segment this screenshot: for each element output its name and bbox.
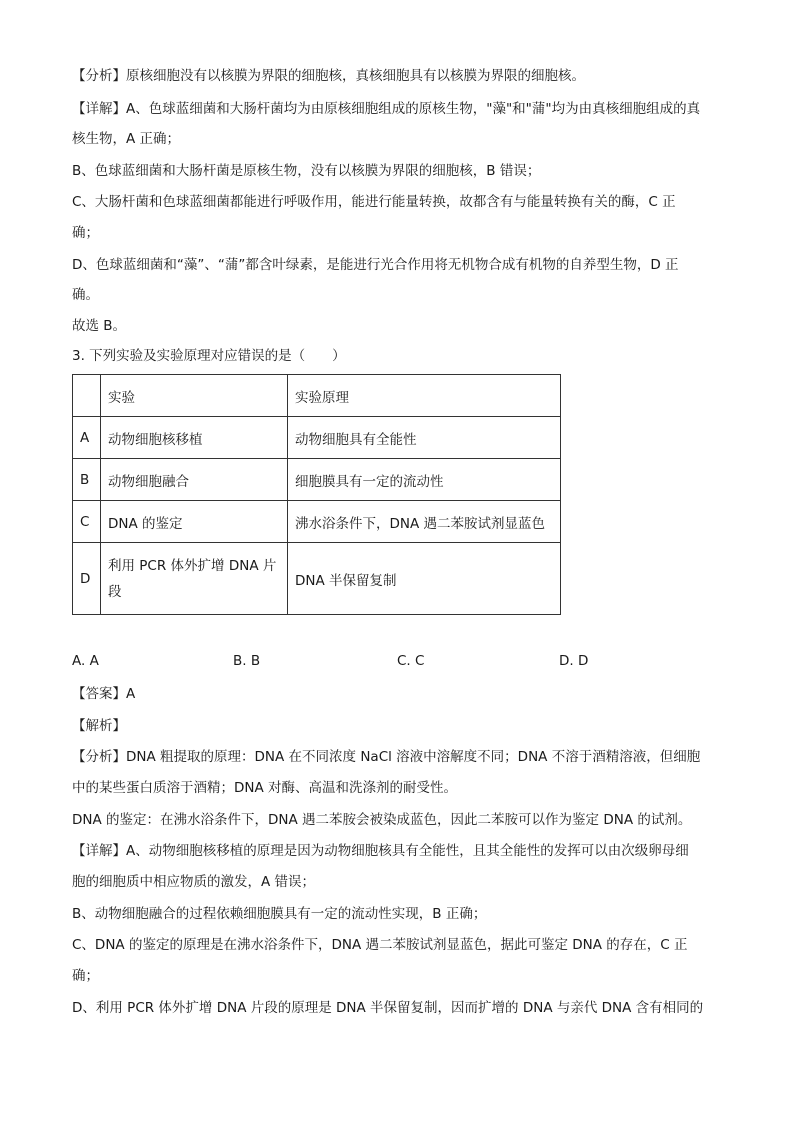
detail-d-line-1: D、利用 PCR 体外扩增 DNA 片段的原理是 DNA 半保留复制，因而扩增的 DNA 与亲代 DNA 含有相同的 <box>72 1000 704 1016</box>
analysis-line-1 <box>72 747 700 767</box>
answer-value: A <box>126 686 136 702</box>
row-experiment: DNA 的鉴定 <box>101 501 288 543</box>
answer-label: 【答案】 <box>72 686 126 702</box>
detail-a-line-1 <box>72 841 689 861</box>
prev-option-c-line-1: C、大肠杆菌和色球蓝细菌都能进行呼吸作用，能进行能量转换，故都含有与能量转换有关的酶，C 正 <box>72 194 676 210</box>
detail-text: A、动物细胞核移植的原理是因为动物细胞核具有全能性，且其全能性的发挥可以由次级卵母细 <box>126 843 689 859</box>
table-header-cell: 实验原理 <box>288 375 561 417</box>
answer-line <box>72 684 135 704</box>
prev-analysis-line <box>72 66 585 86</box>
table-header-row <box>73 375 561 417</box>
table-row <box>73 543 561 615</box>
detail-text: A、色球蓝细菌和大肠杆菌均为由原核细胞组成的原核生物，"藻"和"蒲"均为由真核细胞组成的真 <box>126 101 701 117</box>
row-principle: DNA 半保留复制 <box>288 543 561 615</box>
option-a: A. A <box>72 653 99 669</box>
row-experiment-line: 段 <box>108 583 122 600</box>
prev-option-c-line-2: 确； <box>72 225 99 241</box>
option-c: C. C <box>397 653 425 669</box>
prev-detail-line-1 <box>72 99 700 119</box>
explanation-label: 【解析】 <box>72 718 126 734</box>
option-d: D. D <box>559 653 589 669</box>
table-header-cell: 实验 <box>101 375 288 417</box>
prev-detail-line-2: 核生物，A 正确； <box>72 131 181 147</box>
detail-bracket-label: 【详解】 <box>72 101 126 117</box>
row-experiment-line: 利用 PCR 体外扩增 DNA 片 <box>108 557 277 574</box>
analysis-line-3: DNA 的鉴定：在沸水浴条件下，DNA 遇二苯胺会被染成蓝色，因此二苯胺可以作为鉴定 DNA 的试剂。 <box>72 812 692 828</box>
prev-option-b-line: B、色球蓝细菌和大肠杆菌是原核生物，没有以核膜为界限的细胞核，B 错误； <box>72 163 541 179</box>
row-letter: A <box>73 417 101 459</box>
detail-c-line-1: C、DNA 的鉴定的原理是在沸水浴条件下，DNA 遇二苯胺试剂显蓝色，据此可鉴定 DNA 的存在，C 正 <box>72 937 688 953</box>
row-letter: B <box>73 459 101 501</box>
analysis-text: DNA 粗提取的原理：DNA 在不同浓度 NaCl 溶液中溶解度不同；DNA 不溶于酒精溶液，但细胞 <box>126 749 701 765</box>
answer-options <box>72 653 632 673</box>
row-experiment: 动物细胞融合 <box>101 459 288 501</box>
row-letter: D <box>73 543 101 615</box>
detail-a-line-2: 胞的细胞质中相应物质的激发，A 错误； <box>72 874 316 890</box>
detail-bracket-label: 【详解】 <box>72 843 126 859</box>
analysis-text: 原核细胞没有以核膜为界限的细胞核，真核细胞具有以核膜为界限的细胞核。 <box>126 68 585 84</box>
prev-option-d-line-1: D、色球蓝细菌和“藻”、“蒲”都含叶绿素，是能进行光合作用将无机物合成有机物的自养型生物，D 正 <box>72 257 679 273</box>
question-stem: 3. 下列实验及实验原理对应错误的是（ ） <box>72 348 346 364</box>
analysis-bracket-label: 【分析】 <box>72 749 126 765</box>
table-header-cell <box>73 375 101 417</box>
detail-b-line: B、动物细胞融合的过程依赖细胞膜具有一定的流动性实现，B 正确； <box>72 906 487 922</box>
row-principle: 沸水浴条件下，DNA 遇二苯胺试剂显蓝色 <box>288 501 561 543</box>
row-experiment: 动物细胞核移植 <box>101 417 288 459</box>
prev-option-d-line-2: 确。 <box>72 287 99 303</box>
row-letter: C <box>73 501 101 543</box>
row-principle: 细胞膜具有一定的流动性 <box>288 459 561 501</box>
table-row <box>73 459 561 501</box>
table-row <box>73 417 561 459</box>
detail-c-line-2: 确； <box>72 968 99 984</box>
analysis-bracket-label: 【分析】 <box>72 68 126 84</box>
analysis-line-2: 中的某些蛋白质溶于酒精；DNA 对酶、高温和洗涤剂的耐受性。 <box>72 780 458 796</box>
prev-conclusion: 故选 B。 <box>72 318 127 334</box>
experiment-table <box>72 374 561 615</box>
row-principle: 动物细胞具有全能性 <box>288 417 561 459</box>
row-experiment <box>101 543 288 615</box>
option-b: B. B <box>233 653 261 669</box>
table-row <box>73 501 561 543</box>
